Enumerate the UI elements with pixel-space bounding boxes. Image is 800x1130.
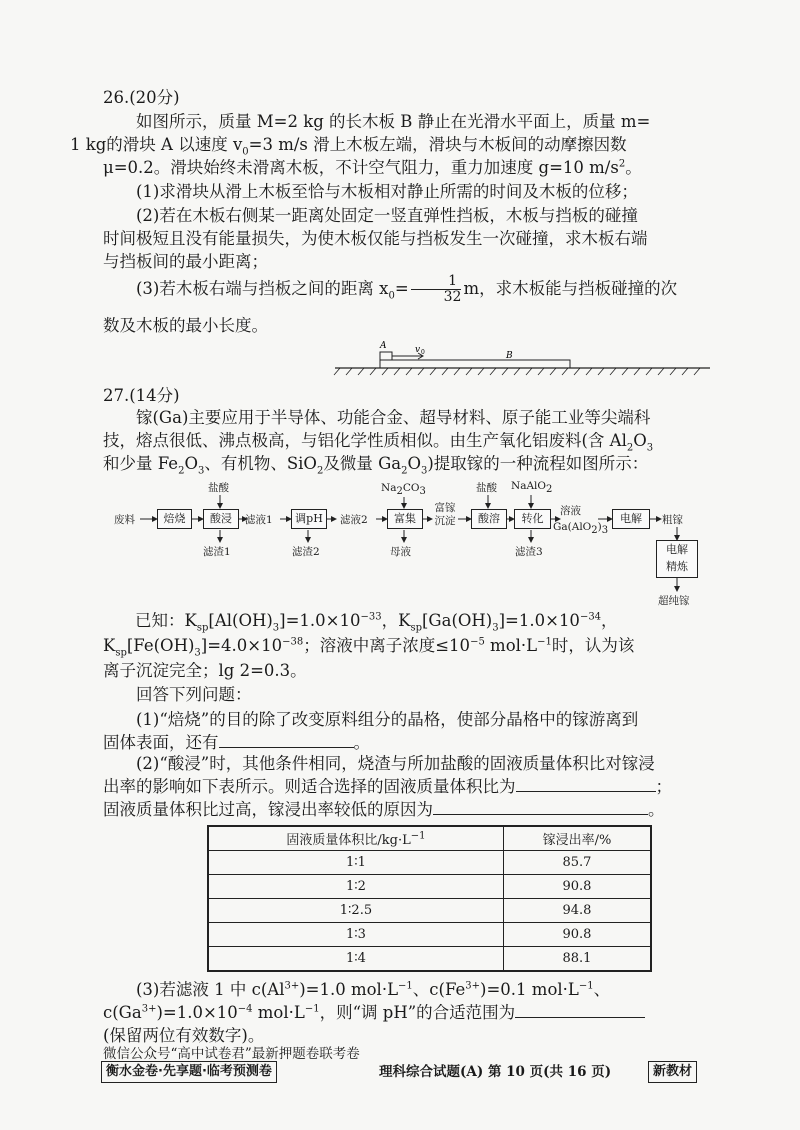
answer-blank-2[interactable] [516,775,656,792]
answer-blank-4[interactable] [515,1001,645,1018]
answer-blank-1[interactable] [219,731,354,748]
q26-part1: (1)求滑块从滑上木板至恰与木板相对静止所需的时间及木板的位移； [136,182,638,201]
table-row: 1∶2.5 94.8 [208,899,651,923]
label-v0: v [415,345,421,355]
table-header-row [208,826,651,851]
residue1-label: 滤渣1 [203,546,231,558]
block-a [380,352,392,360]
roast-box: 焙烧 [157,509,192,529]
q26-part2: (2)若在木板右侧某一距离处固定一竖直弹性挡板，木板与挡板的碰撞 时间极短且没有能量损失，为使木板仅能与挡板发生一次碰撞，求木板右端 与挡板间的最小距离； [103,206,648,271]
wechat-watermark: 微信公众号“高中试卷君”最新押题卷联考卷 [103,1046,360,1062]
known-line3: 离子沉淀完全；lg 2=0.3。 [103,661,307,680]
footer-page-info: 理科综合试题(A) 第 10 页(共 16 页) [379,1064,612,1080]
q26-part3-cont: 数及木板的最小长度。 [103,316,268,335]
footer-badge: 新教材 [648,1061,697,1083]
refine-box: 电解精炼 [656,540,698,578]
enrich-box: 富集 [387,509,423,529]
page-number: 第 10 页(共 16 页) [487,1064,612,1080]
answer-blank-3[interactable] [433,798,648,815]
q27-part3: (3)若滤液 1 中 $c(Al^{3+})=1.0$ $mol\cdot L^{-1}$、$c(Fe^{3+})=0.1$ $mol\cdot L^{-1}$、 $c(Ga^{3+})=1.0\times 10^{-4}$ $mol\cdot L^{-1}$，则“调 pH”的合适范围为 (保留两位有效数字)。 [103,978,713,1047]
q26-part3: (3)若木板右端与挡板之间的距离 $x_0=$ $\frac{1}{32}$ m，求木板能与挡板碰撞的次 [136,273,678,305]
electrolysis-box: 电解 [612,509,650,529]
q27-part2: (2)“酸浸”时，其他条件相同，烧渣与所加盐酸的固液质量体积比对镓浸 出率的影响如下表所示。则适合选择的固液质量体积比为 ； 固液质量体积比过高，镓浸出率较低的原因为 。 [103,754,672,819]
fraction: $\frac{1}{32}$ [411,274,462,305]
table-row: 1∶4 88.1 [208,947,651,972]
crude-ga-label: 粗镓 [662,514,683,526]
q27-intro: 镓(Ga)主要应用于半导体、功能合金、超导材料、原子能工业等尖端科 技，熔点很低、沸点极高，与铝化学性质相似。由生产氧化铝废料(含 $Al_2O_3$ 和少量 $Fe_2O_3$、有机物、SiO$_2$及微量 $Ga_2O_3$)提取镓的一种流程如图所示： [103,408,654,477]
mother-liquor-label: 母液 [390,546,411,558]
naalo2-label: NaAlO$_2$ [511,480,553,496]
hcl-label-2: 盐酸 [476,482,497,494]
answer-prompt: 回答下列问题： [136,685,252,704]
svg-text:0: 0 [421,349,425,356]
board-figure [330,338,715,378]
known-line2: $K_{sp}[Fe(OH)_3]=4.0\times 10^{-38}$；溶液中离子浓度$\le 10^{-5}$ $mol\cdot L^{-1}$时，认为该 [103,636,635,659]
q27-part1: (1)“焙烧”的目的除了改变原料组分的晶格，使部分晶格中的镓游离到 固体表面，还有 。 [103,710,639,752]
ga-alo2-label: $Ga(AlO_2)_3$ [553,521,609,537]
acid-leach-box: 酸浸 [203,509,239,529]
board-b [380,360,570,368]
residue3-label: 滤渣3 [515,546,543,558]
col-header-rate: 镓浸出率/% [503,826,651,851]
ga-precip-label: 富镓沉淀 [434,502,456,527]
leach-rate-table [207,825,652,972]
adjust-ph-box: 调pH [291,509,327,529]
na2co3-label: $Na_2CO_3$ [381,482,426,498]
filtrate2-label: 滤液2 [340,514,368,526]
hcl-label-1: 盐酸 [208,482,229,494]
pure-ga-label: 超纯镓 [658,595,690,607]
footer-brand: 衡水金卷·先享题·临考预测卷 [101,1061,277,1083]
waste-label: 废料 [114,514,135,526]
table-row: 1∶1 85.7 [208,851,651,875]
q26-intro: 如图所示，质量 M=2 kg 的长木板 B 静止在光滑水平面上，质量 m= 1 kg的滑块 A 以速度 $v_0=3$ m/s 滑上木板左端，滑块与木板间的动摩擦因数 μ=0.2。滑块始终未滑离木板，不计空气阻力，重力加速度 g=10 $m/s^2$。 [70,112,651,177]
table-row: 1∶2 90.8 [208,875,651,899]
solution-label: 溶液 [560,505,581,517]
table-row: 1∶3 90.8 [208,923,651,947]
convert-box: 转化 [514,509,551,529]
known-line1: 已知：$K_{sp}[Al(OH)_3]=1.0\times 10^{-33}$，$K_{sp}[Ga(OH)_3]=1.0\times 10^{-34}$， [135,611,618,634]
filtrate1-label: 滤液1 [245,514,273,526]
label-b: B [506,351,513,361]
q26-heading: 26.(20分) [103,88,180,107]
label-a: A [380,341,387,351]
acid-dissolve-box: 酸溶 [471,509,507,529]
q27-heading: 27.(14分) [103,386,180,405]
residue2-label: 滤渣2 [292,546,320,558]
col-header-ratio: 固液质量体积比$/kg\cdot L^{-1}$ [208,826,503,851]
